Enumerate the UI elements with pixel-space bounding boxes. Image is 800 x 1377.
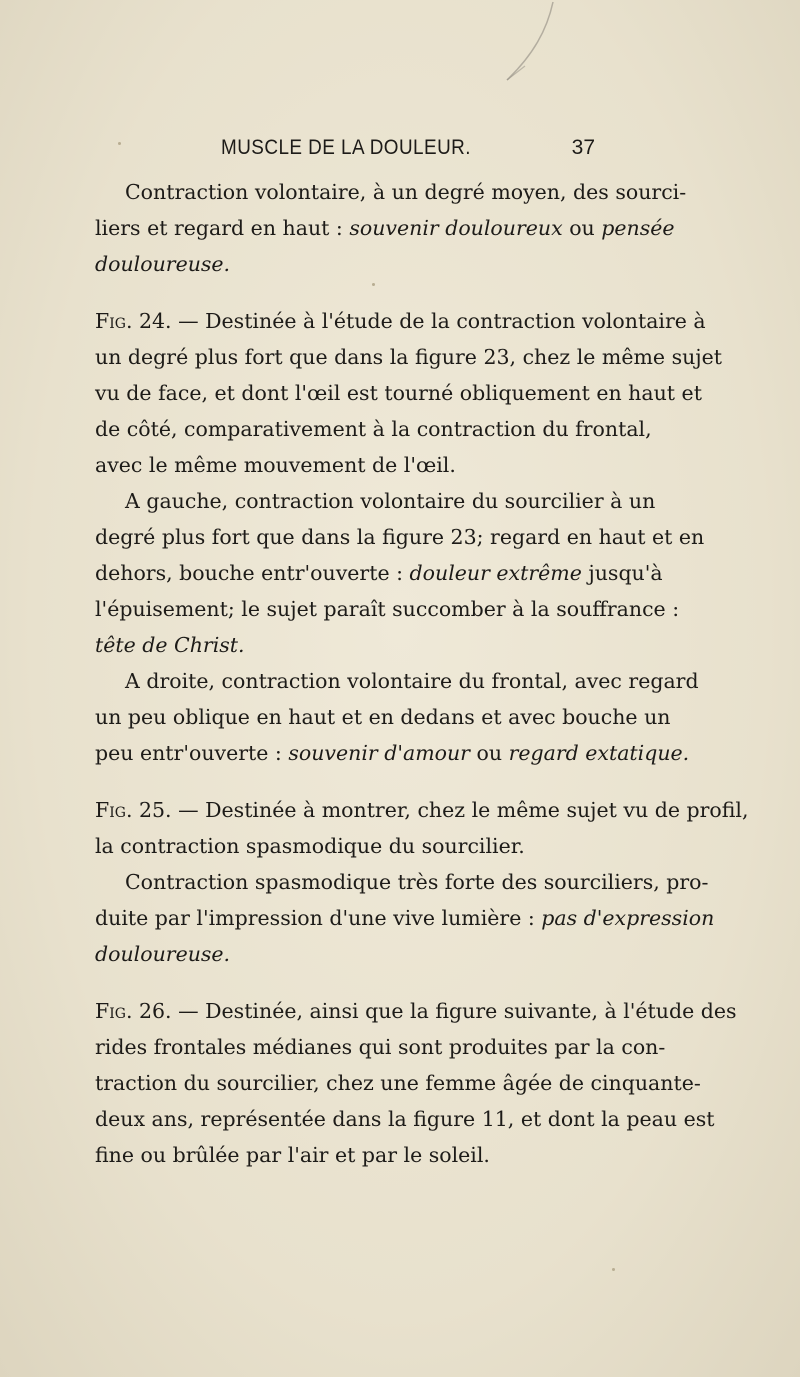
text-line: Contraction volontaire, à un degré moyen, des sourci- (125, 180, 687, 204)
text-line: la contraction spasmodique du sourcilier. (95, 834, 525, 858)
text-line: peu entr'ouverte : souvenir d'amour ou regard extatique. (95, 741, 690, 765)
text-line: Contraction spasmodique très forte des sourciliers, pro- (125, 870, 709, 894)
text-line: vu de face, et dont l'œil est tourné obliquement en haut et (95, 381, 702, 405)
paper-speck (118, 142, 121, 145)
text-line: l'épuisement; le sujet paraît succomber à la souffrance : (95, 597, 680, 621)
text-line: liers et regard en haut : souvenir douloureux ou pensée (95, 216, 675, 240)
figure-label: Fig. 25. (95, 798, 172, 822)
figure-caption-24: Fig. 24. — Destinée à l'étude de la contraction volontaire à (95, 309, 706, 333)
text-line: duite par l'impression d'une vive lumière : pas d'expression (95, 906, 715, 930)
text-line: douloureuse. (95, 942, 231, 966)
text-line: un peu oblique en haut et en dedans et avec bouche un (95, 705, 671, 729)
running-head (95, 136, 595, 166)
running-title: MUSCLE DE LA DOULEUR. (221, 136, 471, 159)
text-line: dehors, bouche entr'ouverte : douleur extrême jusqu'à (95, 561, 663, 585)
figure-label: Fig. 24. (95, 309, 172, 333)
text-line: de côté, comparativement à la contraction du frontal, (95, 417, 652, 441)
text-line: A gauche, contraction volontaire du sourcilier à un (125, 489, 656, 513)
page-number: 37 (571, 136, 595, 159)
text-line: A droite, contraction volontaire du frontal, avec regard (125, 669, 699, 693)
text-line: avec le même mouvement de l'œil. (95, 453, 456, 477)
paper-speck (372, 283, 375, 286)
text-line: deux ans, représentée dans la figure 11, et dont la peau est (95, 1107, 715, 1131)
figure-caption-25: Fig. 25. — Destinée à montrer, chez le même sujet vu de profil, (95, 798, 749, 822)
text-line: douloureuse. (95, 252, 231, 276)
text-line: rides frontales médianes qui sont produites par la con- (95, 1035, 666, 1059)
text-line: un degré plus fort que dans la figure 23, chez le même sujet (95, 345, 723, 369)
text-line: degré plus fort que dans la figure 23; regard en haut et en (95, 525, 705, 549)
figure-label: Fig. 26. (95, 999, 172, 1023)
text-line: tête de Christ. (95, 633, 245, 657)
pencil-mark (495, 0, 575, 90)
text-line: fine ou brûlée par l'air et par le soleil. (95, 1143, 490, 1167)
paper-speck (612, 1268, 615, 1271)
figure-caption-26: Fig. 26. — Destinée, ainsi que la figure suivante, à l'étude des (95, 999, 737, 1023)
text-line: traction du sourcilier, chez une femme âgée de cinquante- (95, 1071, 701, 1095)
